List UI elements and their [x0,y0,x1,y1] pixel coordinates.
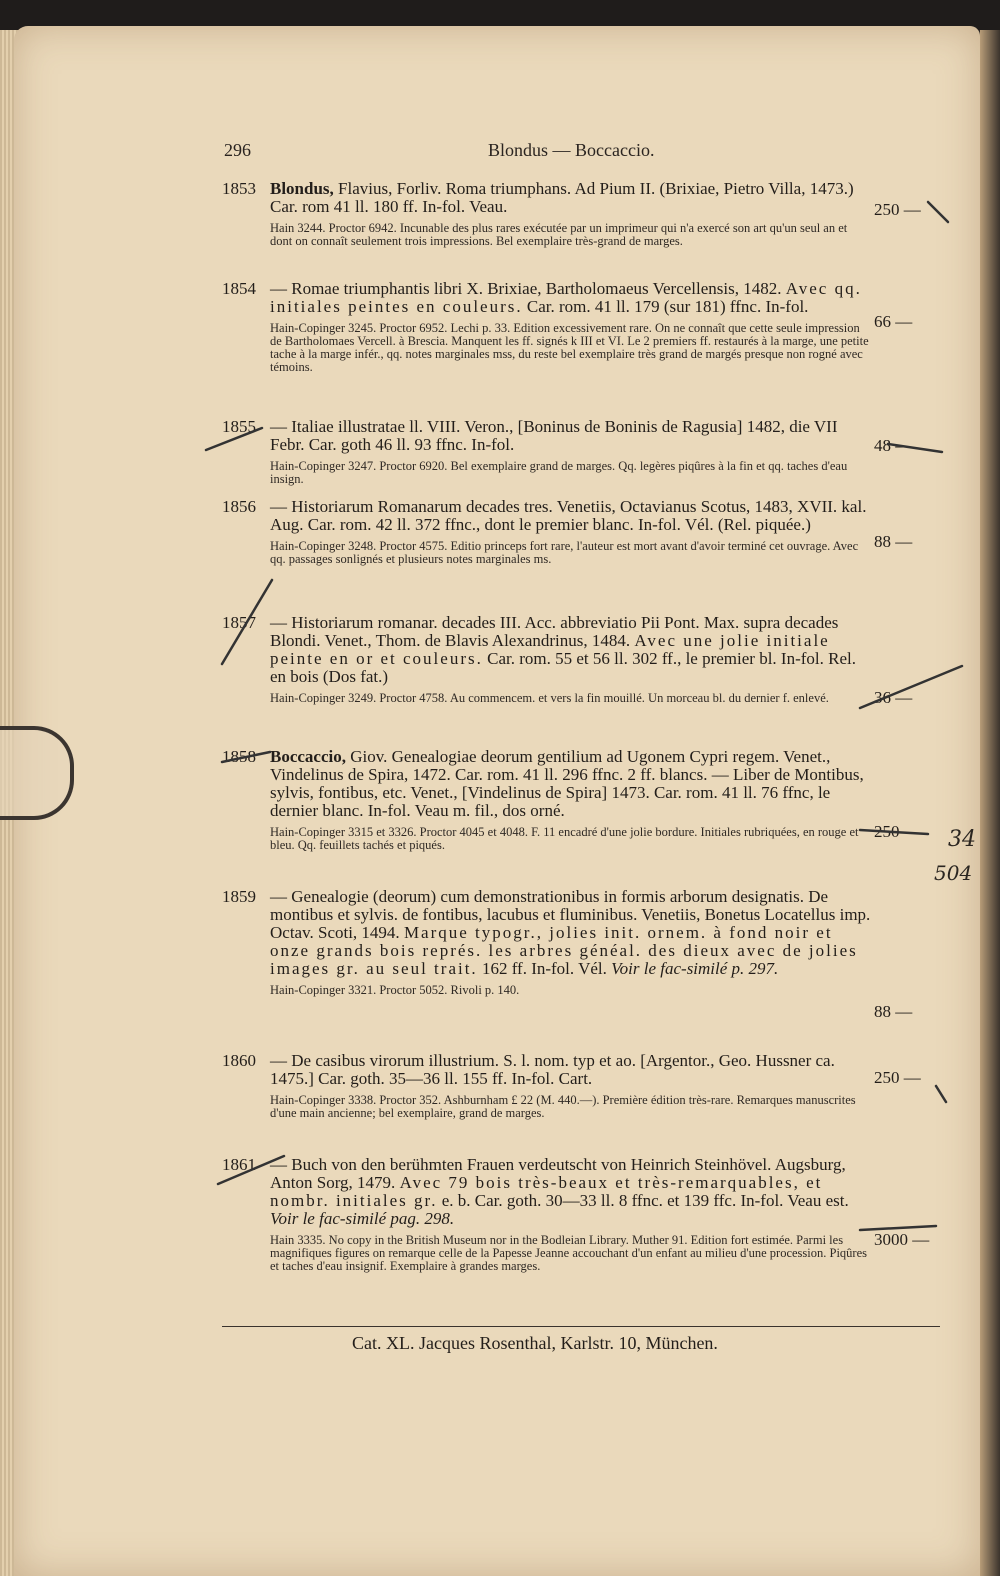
price-1854: 66 — [874,312,913,331]
price-1856: 88 — [874,532,913,551]
entry-number: 1859 [222,887,256,906]
entry-description-end: Car. rom. 55 et 56 ll. 302 ff., le premier bl. In-fol. Rel. en bois (Dos fat.) [270,649,856,686]
author-name: Boccaccio, [270,747,346,766]
entry-number: 1860 [222,1051,256,1070]
entry-number: 1855 [222,417,256,436]
entry-number: 1857 [222,613,256,632]
pencil-strike-price-1861 [860,1226,936,1230]
facsimile-reference: Voir le fac-similé p. 297. [611,959,779,978]
price-1855: 48 — [874,436,913,455]
pencil-tick-1853 [928,202,948,222]
author-name: Blondus, [270,179,334,198]
price-1853: 250 — [874,200,921,219]
entry-description: Flavius, Forliv. Roma triumphans. Ad Pium II. (Brixiae, Pietro Villa, 1473.) Car. rom 41 ll. 180 ff. In-fol. Veau. [270,179,854,216]
price-1857: 36 — [874,688,913,707]
entry-number: 1854 [222,279,256,298]
entry-description: — Buch von den berühmten Frauen verdeutscht von Heinrich Steinhövel. Augsburg, Anton Sorg, 1479. [270,1155,846,1192]
pencil-strike-price-1855 [888,444,942,452]
entry-number: 1858 [222,747,256,766]
entry-description: Giov. Genealogiae deorum gentilium ad Ugonem Cypri regem. Venet., Vindelinus de Spira, 1472. Car. rom. 41 ll. 296 ffnc. 2 ff. blancs. — Liber de Montibus, sylvis, fontibus, etc. Venet., [Vindelinus de Spira] 1473. Car. rom. 41 ll. 76 ffnc, le dernier blanc. In-fol. Veau m. fil., dos orné. [270,747,864,820]
pencil-strike-price-1858 [860,830,928,834]
handwritten-mark: 504 [934,861,973,885]
entry-number: 1861 [222,1155,256,1174]
spaced-text: Avec une jolie initiale peinte en or et couleurs. [270,631,830,668]
spaced-text: Avec qq. initiales peintes en couleurs. [270,279,862,316]
pencil-strike-1855 [206,428,262,450]
pencil-strike-1861 [218,1156,284,1184]
catalogue-footer: Cat. XL. Jacques Rosenthal, Karlstr. 10, München. [352,1333,718,1353]
entry-note: Hain 3244. Proctor 6942. Incunable des plus rares exécutée par un imprimeur qui n'a exercé son art qu'un seul an et dont on connaît seulement trois impressions. Bel exemplaire très-grand de marges. [270,221,848,248]
entry-description-end: Car. rom. 41 ll. 179 (sur 181) ffnc. In-fol. [526,297,809,316]
running-head: Blondus — Boccaccio. [488,140,655,160]
entry-description-end: 162 ff. In-fol. Vél. [481,959,607,978]
page-number: 296 [224,140,251,160]
entry-number: 1853 [222,179,256,198]
price-1861: 3000 — [874,1230,930,1249]
entry-note: Hain-Copinger 3338. Proctor 352. Ashburnham £ 22 (M. 440.—). Première édition très-rare. Remarques manuscrites d'une main ancienne; bel exemplaire, grand de marges. [270,1093,856,1120]
entry-description: — Romae triumphantis libri X. Brixiae, Bartholomaeus Vercellensis, 1482. [270,279,782,298]
price-1858: 250 — [874,822,921,841]
entry-note: Hain-Copinger 3247. Proctor 6920. Bel exemplaire grand de marges. Qq. legères piqûres à la fin et qq. taches d'eau insign. [270,459,848,486]
footer-rule [222,1326,940,1327]
price-1860: 250 — [874,1068,921,1087]
entry-note: Hain-Copinger 3315 et 3326. Proctor 4045 et 4048. F. 11 encadré d'une jolie bordure. Initiales rubriquées, en rouge et bleu. Qq. feuillets tachés et piqués. [270,825,859,852]
handwritten-mark: 34 [948,827,976,852]
entry-number: 1856 [222,497,256,516]
entry-description-end: e. b. Car. goth. 30—33 ll. 8 ffnc. et 139 ffc. In-fol. Veau est. [441,1191,849,1210]
entry-text: — Historiarum Romanarum decades tres. Venetiis, Octavianus Scotus, 1483, XVII. kal. Aug. Car. rom. 42 ll. 372 ffnc., dont le premier blanc. In-fol. Vél. (Rel. piquée.) [270,497,867,534]
entry-description: — Genealogie (deorum) cum demonstrationibus in formis arborum designatis. De montibus et sylvis. de fontibus, lacubus et fluminibus. Venetiis, Bonetus Locatellus imp. Octav. Scoti, 1494. [270,887,871,942]
entry-description: — Historiarum romanar. decades III. Acc. abbreviatio Pii Pont. Max. supra decades Blondi. Venet., Thom. de Blavis Alexandrinus, 1484. [270,613,839,650]
entry-text: — De casibus virorum illustrium. S. l. nom. typ et ao. [Argentor., Geo. Hussner ca. 1475.] Car. goth. 35—36 ll. 155 ff. In-fol. Cart. [270,1051,835,1088]
entry-note: Hain-Copinger 3245. Proctor 6952. Lechi p. 33. Edition excessivement rare. On ne connaît que cette seule impression de Bartholomaes Vercell. à Brescia. Manquent les ff. signés k III et VI. Le 2 premiers ff. restaurés à la marge, une petite tache à la marge infér., qq. notes marginales mss, du reste bel exemplaire très grand de margés presque non rogné avec témoins. [270,321,869,374]
pencil-strike-price-1857 [860,666,962,708]
pencil-strike-1857 [222,580,272,664]
price-1859: 88 — [874,1002,913,1021]
entry-note: Hain 3335. No copy in the British Museum nor in the Bodleian Library. Muther 91. Edition fort estimée. Parmi les magnifiques figures on remarque celle de la Papesse Jeanne accouchant d'un enfant au milieu d'une procession. Piqûres et taches d'eau insignif. Exemplaire à grandes marges. [270,1233,868,1273]
entry-note: Hain-Copinger 3321. Proctor 5052. Rivoli p. 140. [270,983,520,997]
spaced-text: Marque typogr., jolies init. ornem. à fond noir et onze grands bois représ. les arbres généal. des dieux avec de jolies images gr. au seul trait. [270,923,858,978]
pencil-tick-1860 [936,1086,946,1102]
spaced-text: Avec 79 bois très-beaux et très-remarquables, et nombr. initiales gr. [270,1173,823,1210]
entry-text: — Italiae illustratae ll. VIII. Veron., [Boninus de Boninis de Ragusia] 1482, die VII Febr. Car. goth 46 ll. 93 ffnc. In-fol. [270,417,838,454]
facsimile-reference: Voir le fac-similé pag. 298. [270,1209,455,1228]
pencil-strike-1858 [222,752,270,762]
entry-note: Hain-Copinger 3249. Proctor 4758. Au commencem. et vers la fin mouillé. Un morceau bl. du dernier f. enlevé. [270,691,829,705]
entry-note: Hain-Copinger 3248. Proctor 4575. Editio princeps fort rare, l'auteur est mort avant d'avoir terminé cet ouvrage. Avec qq. passages sonlignés et plusieurs notes marginales ms. [270,539,859,566]
